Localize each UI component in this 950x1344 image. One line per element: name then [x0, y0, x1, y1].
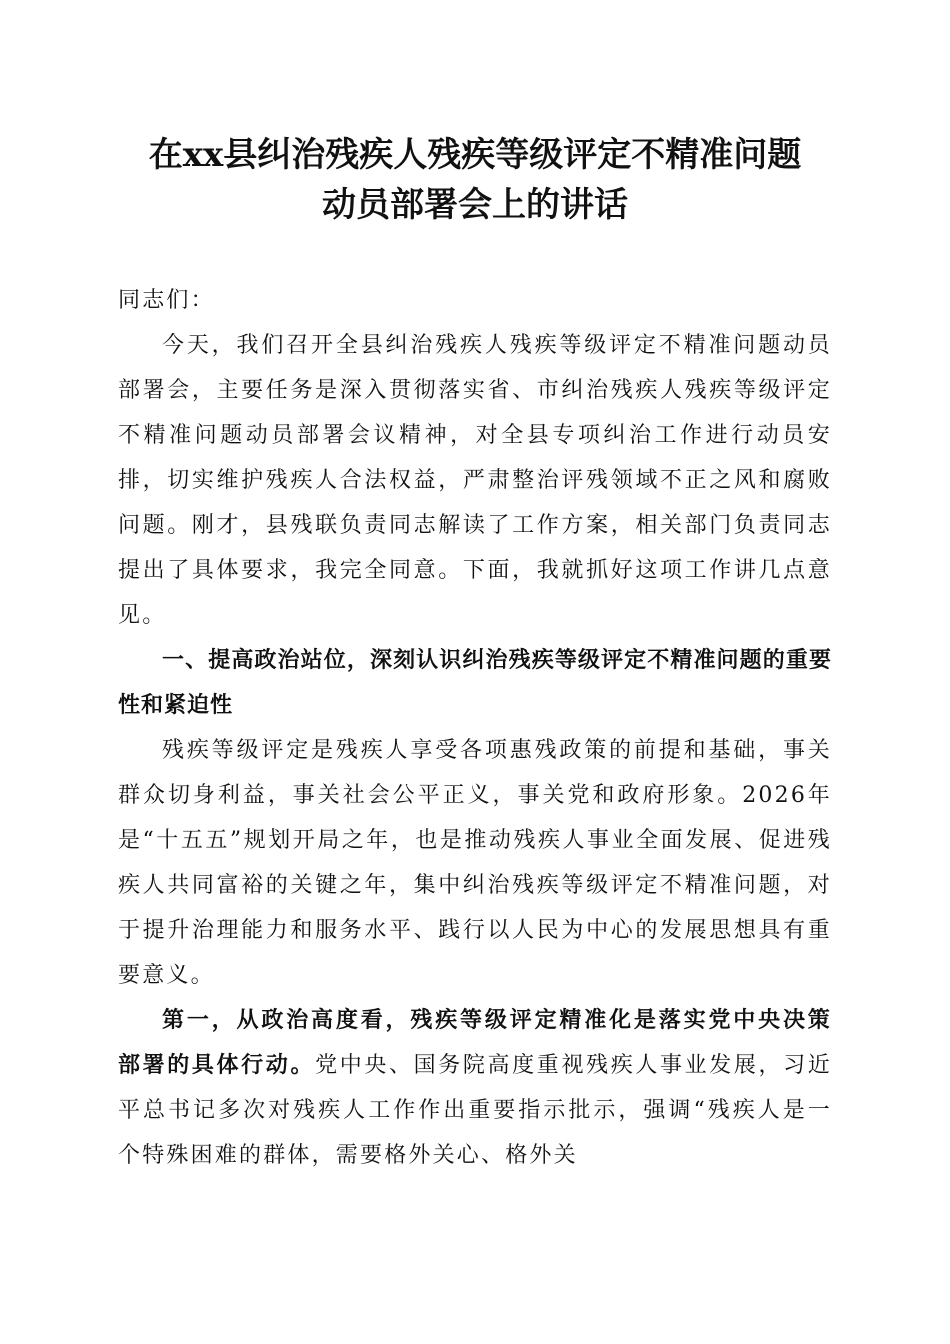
salutation: 同志们：: [118, 288, 215, 313]
paragraph-political-height: [118, 998, 832, 1178]
paragraph-lead-sentence: 第一，从政治高度看，残疾等级评定精准化是落实党中央决策部署的具体行动。: [118, 1007, 832, 1078]
document-title: [118, 130, 832, 230]
section-heading-1: 一、提高政治站位，深刻认识纠治残疾等级评定不精准问题的重要性和紧迫性: [118, 648, 832, 718]
paragraph-importance: 残疾等级评定是残疾人享受各项惠残政策的前提和基础，事关群众切身利益，事关社会公平正义，事关党和政府形象。2026年是“十五五”规划开局之年，也是推动残疾人事业全面发展、促进残疾人共同富裕的关键之年，集中纠治残疾等级评定不精准问题，对于提升治理能力和服务水平、践行以人民为中心的发展思想具有重要意义。: [118, 738, 832, 988]
title-line-1: 在xx县纠治残疾人残疾等级评定不精准问题: [148, 135, 802, 175]
paragraph-continuation: 党中央、国务院高度重视残疾人事业发展，习近平总书记多次对残疾人工作作出重要指示批示，强调“残疾人是一个特殊困难的群体，需要格外关心、格外关: [118, 1053, 833, 1168]
title-line-2: 动员部署会上的讲话: [322, 185, 628, 225]
document-page: [118, 130, 832, 1178]
document-body: [118, 278, 832, 1178]
paragraph-opening: 今天，我们召开全县纠治残疾人残疾等级评定不精准问题动员部署会，主要任务是深入贯彻落实省、市纠治残疾人残疾等级评定不精准问题动员部署会议精神，对全县专项纠治工作进行动员安排，切实维护残疾人合法权益，严肃整治评残领域不正之风和腐败问题。刚才，县残联负责同志解读了工作方案，相关部门负责同志提出了具体要求，我完全同意。下面，我就抓好这项工作讲几点意见。: [118, 333, 832, 628]
